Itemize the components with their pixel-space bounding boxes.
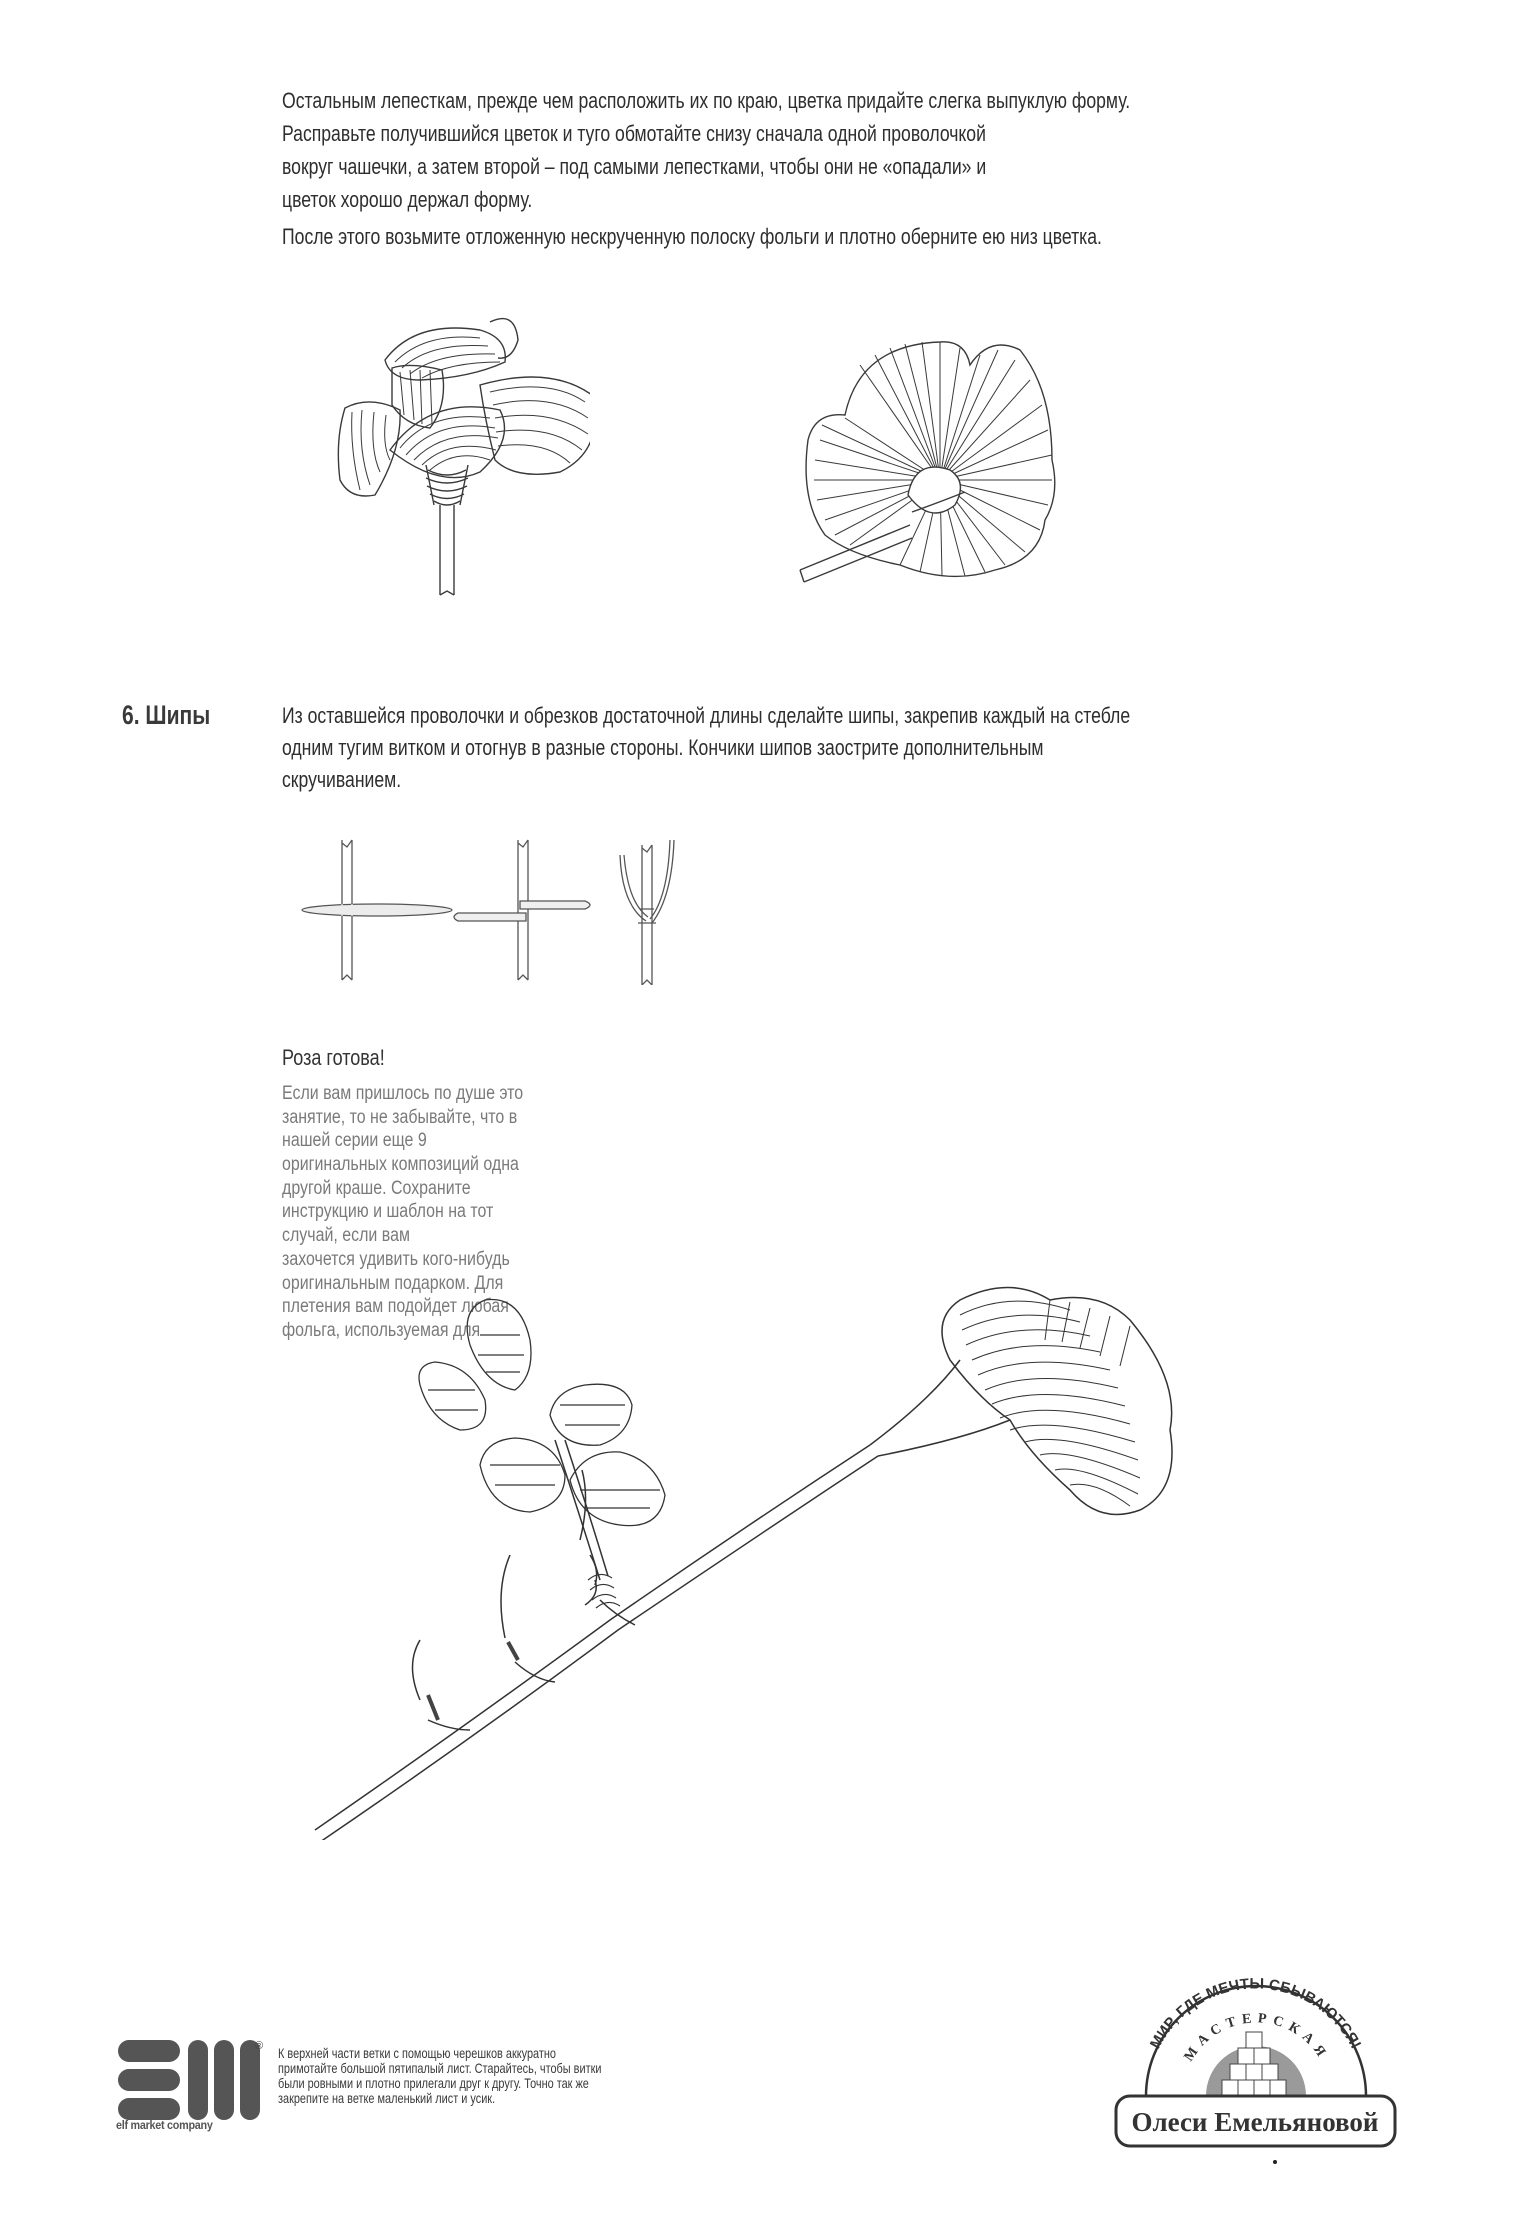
flower-bottom-illustration [790, 320, 1090, 600]
intro-line: Остальным лепесткам, прежде чем расположить их по краю, цветка придайте слегка выпуклую форму. [282, 88, 1131, 113]
stamp-name-text: Олеси Емельяновой [1131, 2107, 1379, 2137]
thorn-step-2 [454, 840, 590, 980]
registered-mark: ® [255, 2040, 264, 2052]
thorns-steps-illustration [290, 835, 680, 985]
footer-note-line: К верхней части ветки с помощью черешков аккуратно [278, 2045, 556, 2061]
intro-after-paragraph: После этого возьмите отложенную нескрученную полоску фольги и плотно оберните ею низ цветка. [282, 224, 1102, 249]
workshop-stamp-logo [1108, 1978, 1403, 2150]
elf-market-brand-name: elf market company [116, 2118, 213, 2132]
intro-line: Расправьте получившийся цветок и туго обмотайте снизу сначала одной проволочкой [282, 121, 986, 146]
intro-line: цветок хорошо держал форму. [282, 187, 533, 212]
section-thorns-line: одним тугим витком и отогнув в разные стороны. Кончики шипов заострите дополнительным [282, 735, 1044, 760]
rose-ready-line: нашей серии еще 9 [282, 1130, 427, 1152]
rose-ready-line: другой краше. Сохраните [282, 1177, 471, 1199]
finished-rose-illustration [310, 1280, 1270, 1840]
footer-note-line: закрепите на ветке маленький лист и усик. [278, 2090, 496, 2106]
rose-ready-line: занятие, то не забывайте, что в [282, 1106, 518, 1128]
footer-note [278, 2046, 693, 2106]
thorn-step-3 [620, 840, 674, 985]
section-title-thorns: 6. Шипы [122, 700, 211, 730]
intro-paragraph [282, 84, 1402, 216]
footer-note-line: были ровными и плотно прилегали друг к другу. Точно так же [278, 2075, 589, 2091]
rose-ready-line: случай, если вам [282, 1225, 410, 1247]
section-thorns-line: Из оставшейся проволочки и обрезков достаточной длины сделайте шипы, закрепив каждый на стебле [282, 703, 1131, 728]
rose-ready-line: фольга, используемая для [282, 1319, 481, 1341]
section-thorns-text [282, 700, 1342, 796]
rose-ready-line: инструкцию и шаблон на тот [282, 1201, 494, 1223]
rose-ready-line: оригинальным подарком. Для [282, 1272, 504, 1294]
stamp-arc-outer-text: МИР, ГДЕ МЕЧТЫ СБЫВАЮТСЯ! [1146, 1978, 1365, 2052]
print-speck [1273, 2160, 1277, 2164]
stamp-arc-inner-text: МАСТЕРСКАЯ [1181, 2011, 1332, 2065]
footer-note-line: примотайте большой пятипалый лист. Старайтесь, чтобы витки [278, 2060, 602, 2076]
rose-ready-line: Если вам пришлось по душе это [282, 1083, 524, 1104]
thorn-step-1 [302, 840, 452, 980]
rose-ready-title: Роза готова! [282, 1045, 385, 1070]
rose-ready-line: плетения вам подойдет любая [282, 1296, 509, 1318]
intro-line: вокруг чашечки, а затем второй – под самыми лепестками, чтобы они не «опадали» и [282, 154, 987, 179]
rose-ready-line: захочется удивить кого-нибудь [282, 1248, 510, 1270]
flower-side-illustration [330, 300, 590, 600]
section-thorns-line: скручиванием. [282, 767, 402, 792]
rose-ready-line: оригинальных композиций одна [282, 1154, 519, 1176]
